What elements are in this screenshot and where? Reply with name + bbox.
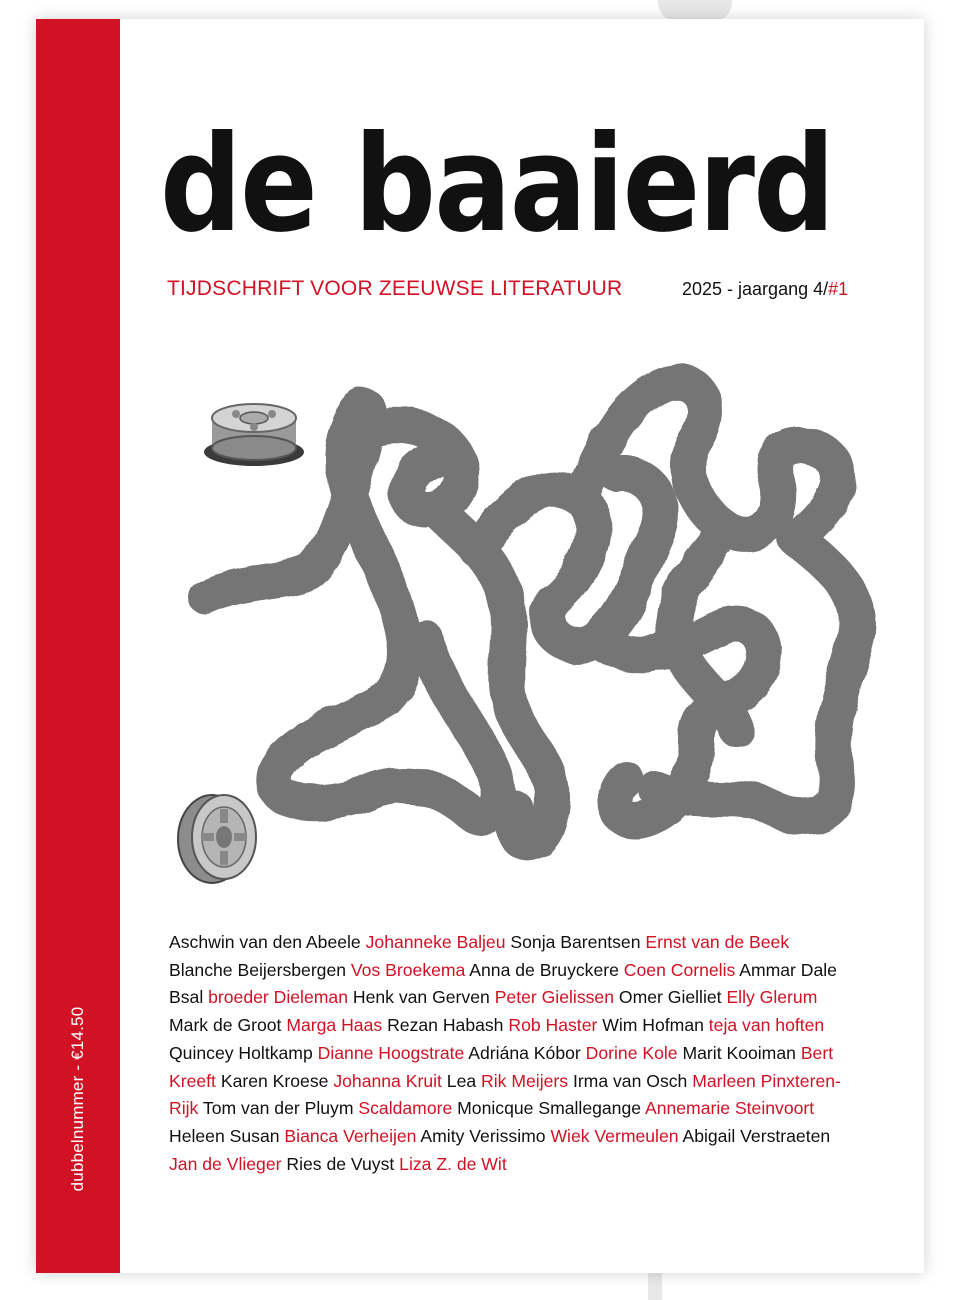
author-name: teja van hoften: [708, 1015, 825, 1036]
author-name: Tom van der Pluym: [202, 1098, 354, 1119]
cover-artwork: [136, 339, 896, 899]
author-name: Johanna Kruit: [333, 1070, 442, 1091]
author-name: Rik Meijers: [481, 1070, 569, 1091]
author-name: Coen Cornelis: [623, 959, 736, 980]
author-name: Ammar Dale Bsal: [169, 959, 837, 1008]
issue-number: #1: [828, 279, 849, 299]
magazine-cover: [36, 19, 924, 1273]
tape-reel-icon: [204, 404, 304, 466]
issue-info: [682, 279, 848, 300]
film-reel-icon: [178, 795, 256, 883]
author-name: Bert Kreeft: [169, 1042, 834, 1091]
magazine-subtitle: TIJDSCHRIFT VOOR ZEEUWSE LITERATUUR: [167, 277, 623, 300]
author-name: Aschwin van den Abeele: [169, 932, 361, 952]
author-name: Amity Verissimo: [420, 1125, 546, 1146]
author-name: Karen Kroese: [220, 1070, 329, 1091]
red-spine: [36, 19, 120, 1273]
author-name: Abigail Verstraeten: [682, 1125, 831, 1146]
author-name: Rezan Habash: [387, 1015, 504, 1036]
author-name: Dianne Hoogstrate: [317, 1042, 465, 1063]
author-name: Henk van Gerven: [352, 987, 490, 1008]
author-name: Dorine Kole: [585, 1042, 678, 1063]
author-name: Ernst van de Beek: [645, 932, 790, 952]
author-name: Adriána Kóbor: [468, 1042, 581, 1063]
author-name: Ries de Vuyst: [286, 1153, 395, 1174]
author-name: Jan de Vlieger: [169, 1153, 282, 1174]
author-name: Elly Glerum: [726, 987, 818, 1008]
author-name: Bianca Verheijen: [284, 1125, 417, 1146]
author-name: Scaldamore: [358, 1098, 453, 1119]
author-name: Marit Kooiman: [682, 1042, 796, 1063]
author-name: Blanche Beijersbergen: [169, 959, 347, 980]
price-label: dubbelnummer - €14.50: [68, 1006, 87, 1192]
author-name: Wim Hofman: [602, 1015, 704, 1036]
author-name: broeder Dieleman: [208, 987, 348, 1008]
author-name: Heleen Susan: [169, 1125, 280, 1146]
background-shape: [648, 1272, 662, 1300]
author-name: Anna de Bruyckere: [469, 959, 619, 980]
author-name: Marleen Pinxteren-Rijk: [169, 1070, 841, 1119]
author-name: Lea: [446, 1070, 477, 1091]
author-name: Wiek Vermeulen: [550, 1125, 679, 1146]
issue-year-volume: 2025 - jaargang 4/: [682, 279, 829, 299]
author-name: Liza Z. de Wit: [399, 1153, 507, 1174]
author-name: Sonja Barentsen: [510, 932, 641, 952]
author-name: Rob Haster: [508, 1015, 598, 1036]
magazine-title: de baaierd: [160, 108, 834, 262]
author-name: Vos Broekema: [350, 959, 466, 980]
author-name: Annemarie Steinvoort: [644, 1098, 815, 1119]
author-name: Peter Gielissen: [494, 987, 614, 1008]
author-name: Quincey Holtkamp: [169, 1042, 313, 1063]
author-name: Irma van Osch: [572, 1070, 688, 1091]
author-list: [169, 929, 849, 1178]
author-name: Mark de Groot: [169, 1015, 282, 1036]
author-name: Omer Gielliet: [618, 987, 722, 1008]
author-name: Marga Haas: [286, 1015, 383, 1036]
author-name: Monicque Smallegange: [457, 1098, 642, 1119]
author-name: Johanneke Baljeu: [365, 932, 506, 952]
